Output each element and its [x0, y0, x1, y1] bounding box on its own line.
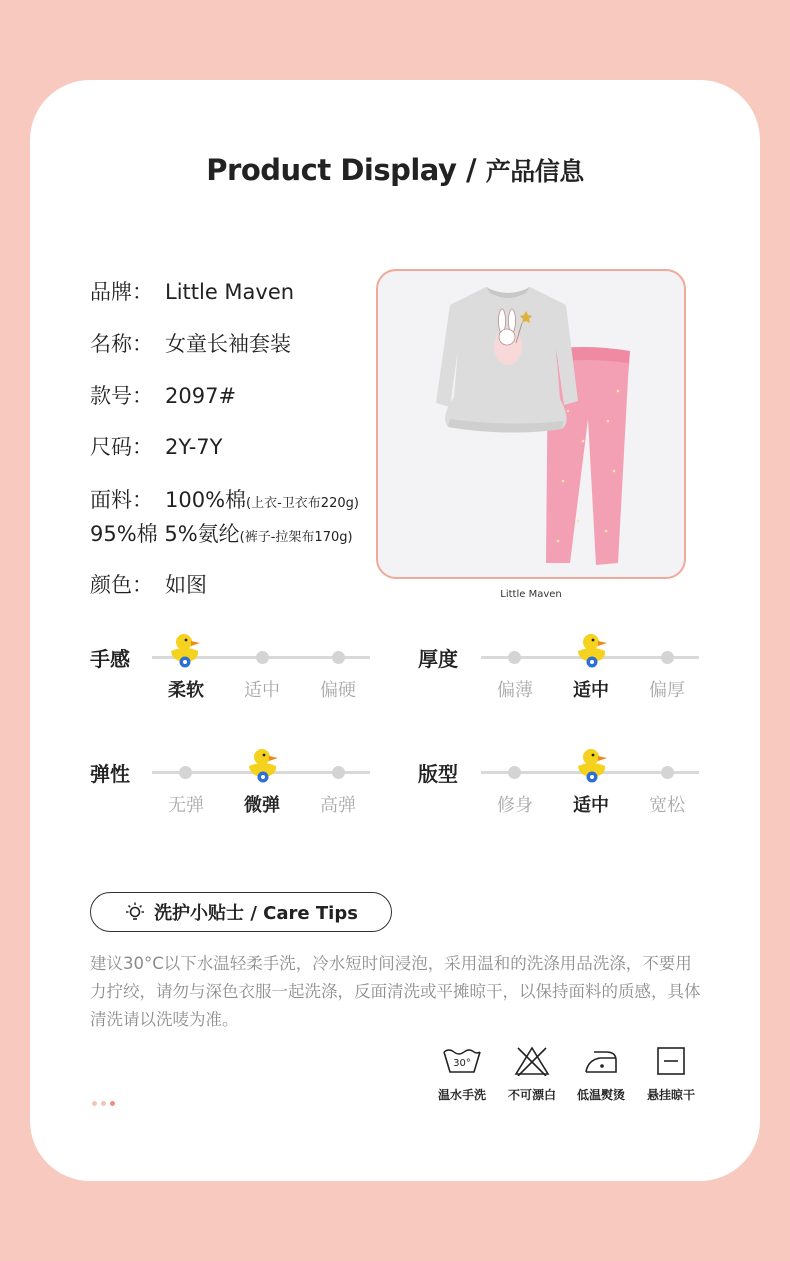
duck-marker-icon [575, 631, 609, 669]
elasticity-dot [179, 766, 192, 779]
info-fabric [90, 484, 359, 514]
hand-wash-label: 温水手洗 [437, 1088, 486, 1102]
name-label: 名称： [90, 332, 153, 356]
thickness-option-thick: 偏厚 [649, 680, 685, 701]
info-name [90, 328, 291, 358]
page-dot [101, 1101, 106, 1106]
attr-label-thickness: 厚度 [418, 647, 458, 671]
care-hang-dry [637, 1046, 705, 1103]
feel-dot [332, 651, 345, 664]
size-label: 尺码： [90, 435, 153, 459]
fit-option-loose: 宽松 [649, 795, 685, 816]
thickness-dot [661, 651, 674, 664]
thickness-dot [508, 651, 521, 664]
title-en: Product Display [206, 153, 457, 187]
title-cn: 产品信息 [485, 157, 584, 186]
elasticity-option-slight: 微弹 [244, 795, 280, 816]
info-fabric-2 [90, 518, 353, 548]
fabric-line2: 95%棉 5%氨纶 [90, 522, 240, 546]
hand-wash-icon [442, 1046, 482, 1076]
feel-option-medium: 适中 [244, 680, 280, 701]
size-value: 2Y-7Y [165, 435, 223, 459]
care-low-iron [567, 1046, 635, 1103]
hang-dry-label: 悬挂晾干 [646, 1088, 695, 1102]
fabric-label: 面料： [90, 488, 153, 512]
thickness-option-thin: 偏薄 [497, 680, 533, 701]
care-tips-header [90, 892, 392, 932]
care-instructions: 建议30°C以下水温轻柔手洗，冷水短时间浸泡，采用温和的洗涤用品洗涤，不要用力拧绞，请勿与深色衣服一起洗涤，反面清洗或平摊晾干，以保持面料的质感，具体清洗请以洗唛为准。 [90, 954, 701, 1029]
info-size [90, 431, 222, 461]
page-dot-active [110, 1101, 115, 1106]
brand-label: 品牌： [90, 280, 153, 304]
thickness-option-medium: 适中 [573, 680, 609, 701]
feel-dot [256, 651, 269, 664]
care-hand-wash [428, 1046, 496, 1103]
info-color [90, 569, 207, 599]
duck-marker-icon [246, 746, 280, 784]
outfit-illustration [378, 271, 684, 577]
info-brand [90, 276, 294, 306]
fit-dot [661, 766, 674, 779]
no-bleach-icon [514, 1046, 550, 1076]
brand-value: Little Maven [165, 280, 295, 304]
lightbulb-icon [124, 901, 146, 923]
color-label: 颜色： [90, 573, 153, 597]
low-iron-icon [582, 1046, 620, 1076]
color-value: 如图 [165, 573, 207, 597]
elasticity-option-high: 高弹 [320, 795, 356, 816]
feel-option-hard: 偏硬 [320, 680, 356, 701]
name-value: 女童长袖套装 [165, 332, 291, 356]
care-no-bleach [498, 1046, 566, 1103]
fabric-line1: 100%棉 [165, 488, 247, 512]
model-label: 款号： [90, 384, 153, 408]
no-bleach-label: 不可漂白 [507, 1088, 556, 1102]
page-dot [92, 1101, 97, 1106]
info-model [90, 380, 236, 410]
hang-dry-icon [656, 1046, 686, 1076]
low-iron-label: 低温熨烫 [576, 1088, 625, 1102]
product-photo [376, 269, 686, 579]
fabric-line1-note: (上衣-卫衣布220g) [246, 496, 359, 511]
duck-marker-icon [168, 631, 202, 669]
elasticity-option-none: 无弹 [168, 795, 204, 816]
fabric-line2-note: (裤子-拉架布170g) [239, 530, 353, 545]
photo-caption: Little Maven [500, 589, 562, 600]
title-separator: / [456, 153, 486, 187]
attr-label-fit: 版型 [418, 762, 458, 786]
duck-marker-icon [575, 746, 609, 784]
feel-option-soft: 柔软 [168, 680, 204, 701]
care-tips-title: 洗护小贴士 / Care Tips [154, 903, 358, 924]
attr-label-feel: 手感 [90, 647, 130, 671]
fit-option-slim: 修身 [497, 795, 533, 816]
attr-label-elasticity: 弹性 [90, 762, 130, 786]
hand-wash-temp: 30° [453, 1058, 471, 1069]
fit-option-regular: 适中 [573, 795, 609, 816]
page-title [0, 152, 790, 188]
elasticity-dot [332, 766, 345, 779]
page-indicator [92, 1091, 119, 1110]
model-value: 2097# [165, 384, 237, 408]
fit-dot [508, 766, 521, 779]
